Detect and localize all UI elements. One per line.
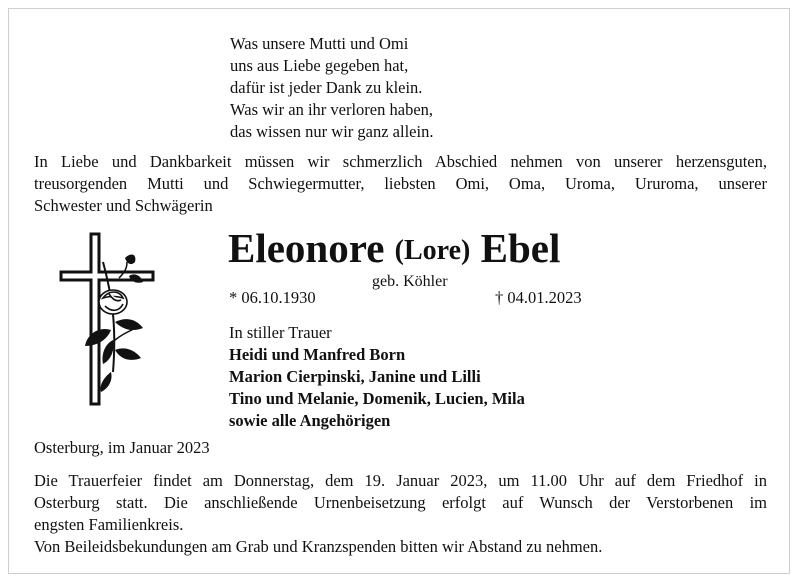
- ceremony-line: Osterburg statt. Die anschließende Urnenbeisetzung erfolgt auf Wunsch der Verstorbenen im: [34, 493, 767, 512]
- intro-text: [34, 151, 767, 217]
- poem-line: Was unsere Mutti und Omi: [230, 34, 409, 53]
- mourner-line: Heidi und Manfred Born: [229, 345, 406, 364]
- poem-line: Was wir an ihr verloren haben,: [230, 100, 434, 119]
- deceased-name: [228, 226, 560, 273]
- mourner-line: Marion Cierpinski, Janine und Lilli: [229, 367, 481, 386]
- maiden-name: geb. Köhler: [372, 273, 448, 290]
- ceremony-line: Die Trauerfeier findet am Donnerstag, dem 19. Januar 2023, um 11.00 Uhr auf dem Friedhof in: [34, 471, 767, 490]
- nickname: (Lore): [394, 235, 471, 266]
- birth-date: * 06.10.1930: [229, 288, 316, 307]
- last-name: Ebel: [480, 225, 561, 271]
- cross-with-rose-icon: [55, 232, 167, 408]
- poem-line: das wissen nur wir ganz allein.: [230, 122, 434, 141]
- death-date: † 04.01.2023: [495, 288, 582, 307]
- mourner-line: sowie alle Angehörigen: [229, 411, 391, 430]
- ceremony-notice: [34, 470, 767, 558]
- ceremony-line: engsten Familienkreis.: [34, 515, 184, 534]
- intro-line: treusorgenden Mutti und Schwiegermutter, liebsten Omi, Oma, Uroma, Ururoma, unserer: [34, 174, 767, 193]
- first-name: Eleonore: [228, 225, 385, 271]
- mourners-heading: In stiller Trauer: [229, 323, 332, 342]
- mourner-line: Tino und Melanie, Domenik, Lucien, Mila: [229, 389, 525, 408]
- ceremony-line: Von Beileidsbekundungen am Grab und Kranzspenden bitten wir Abstand zu nehmen.: [34, 537, 603, 556]
- intro-line: In Liebe und Dankbarkeit müssen wir schmerzlich Abschied nehmen von unserer herzensguten,: [34, 152, 767, 171]
- poem-line: dafür ist jeder Dank zu klein.: [230, 78, 423, 97]
- intro-line: Schwester und Schwägerin: [34, 196, 213, 215]
- poem: [230, 33, 433, 143]
- poem-line: uns aus Liebe gegeben hat,: [230, 56, 409, 75]
- mourners-block: [229, 322, 525, 432]
- place-date: Osterburg, im Januar 2023: [34, 438, 210, 457]
